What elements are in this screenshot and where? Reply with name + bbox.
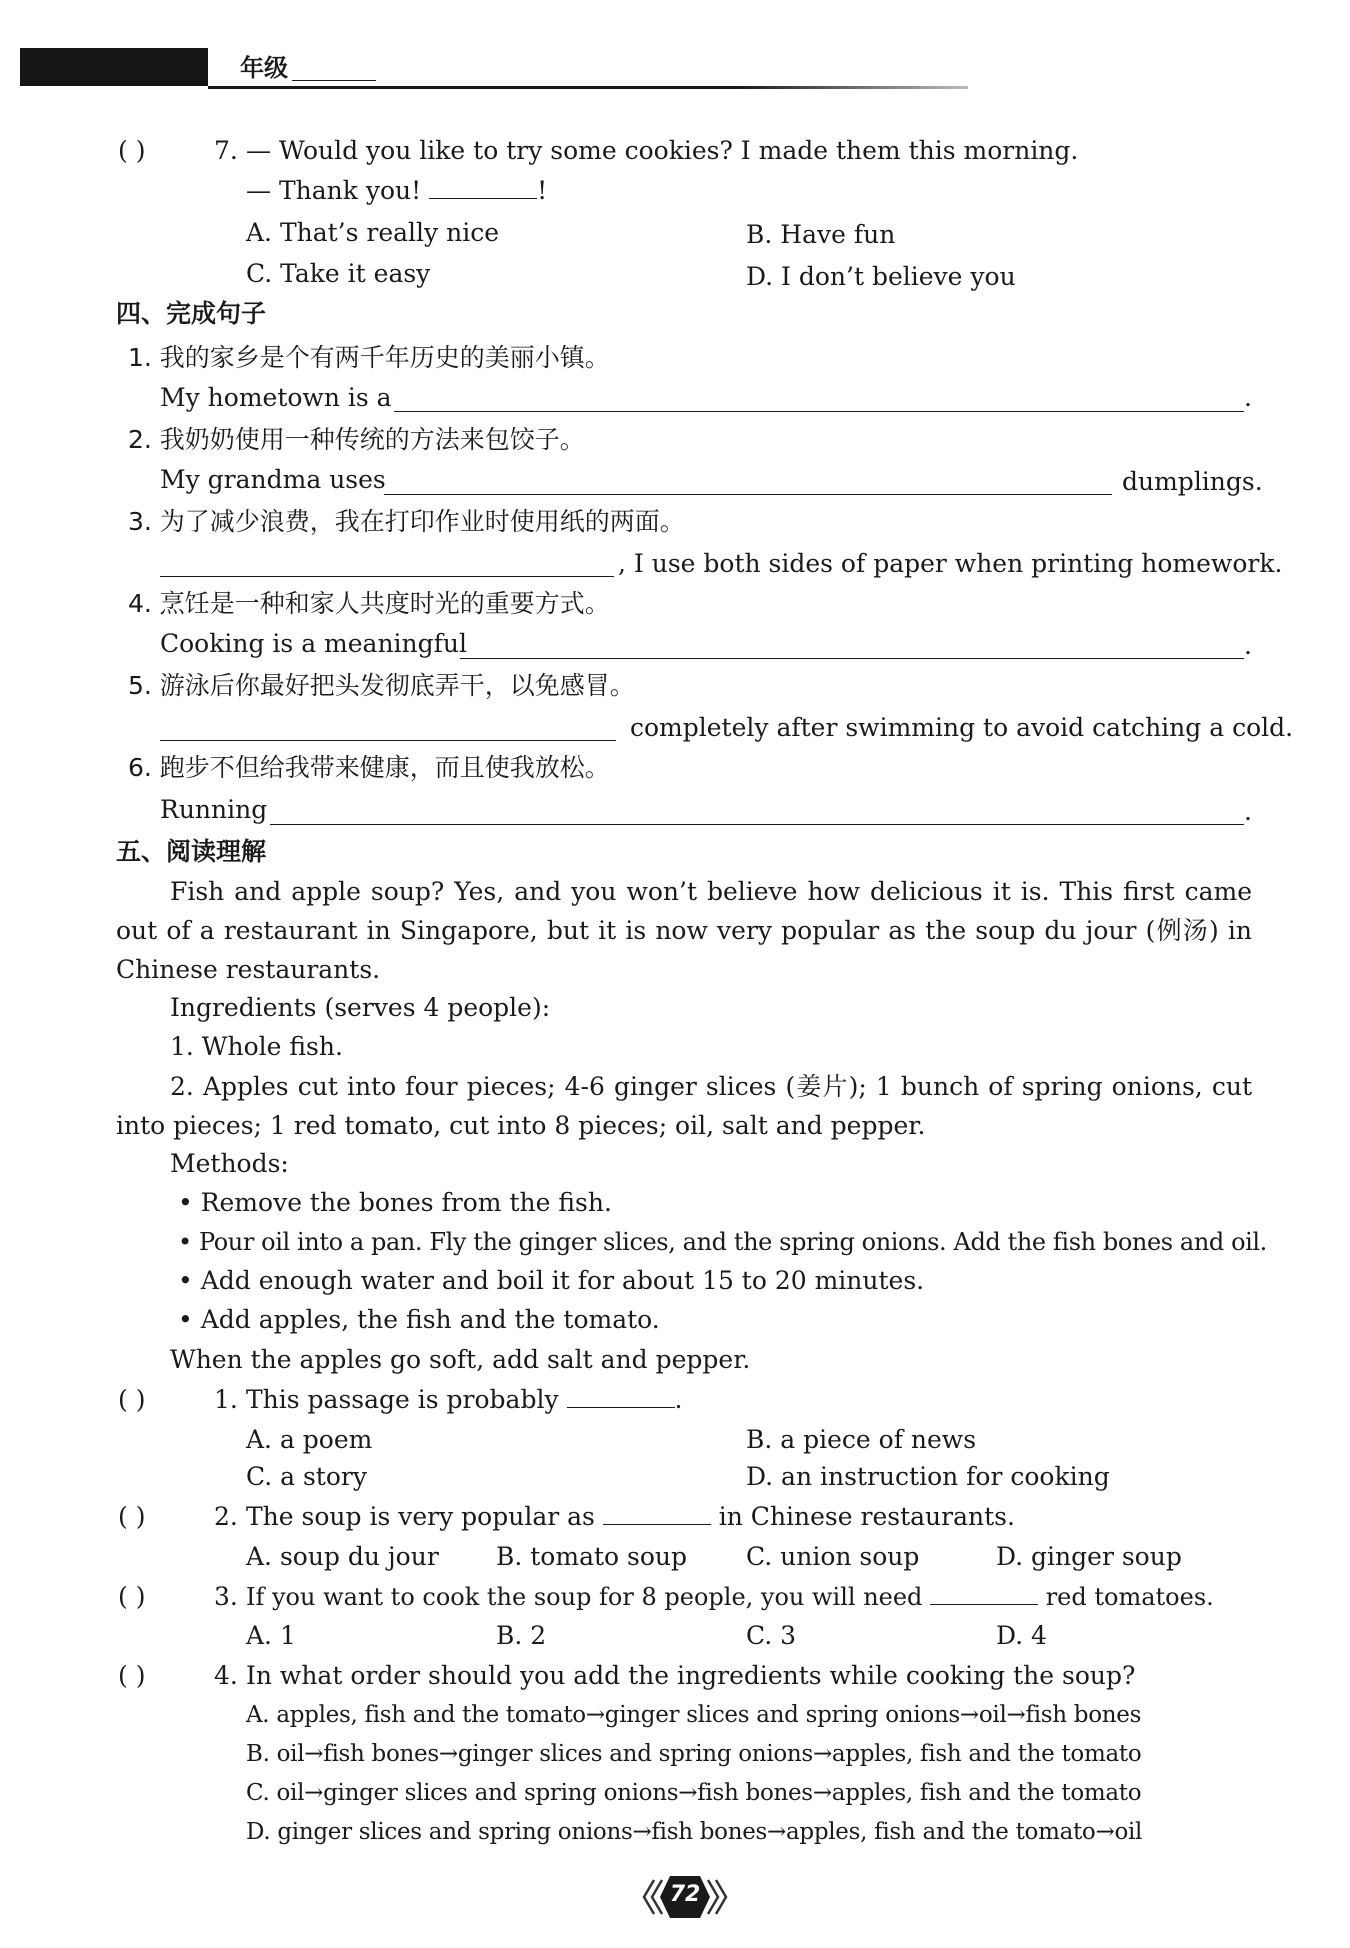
chinese-sentence: 5. 游泳后你最好把头发彻底弄干，以免感冒。: [128, 671, 635, 700]
method-step: • Add apples, the fish and the tomato.: [178, 1305, 660, 1334]
english-prompt: completely after swimming to avoid catching a cold.: [630, 713, 1294, 742]
question-line: — Would you like to try some cookies? I made them this morning.: [246, 136, 1079, 165]
option-d: D. I don’t believe you: [746, 262, 1016, 291]
question-number: 3.: [214, 1582, 238, 1611]
answer-bracket[interactable]: ( ): [118, 1385, 146, 1414]
option-b: B. a piece of news: [746, 1425, 977, 1454]
answer-blank[interactable]: [603, 1500, 711, 1525]
method-step: • Remove the bones from the fish.: [178, 1188, 612, 1217]
sentence-end: .: [1244, 797, 1252, 826]
method-step: • Add enough water and boil it for about 15 to 20 minutes.: [178, 1266, 925, 1295]
page-number: 72: [669, 1882, 701, 1907]
sentence-end: .: [1244, 631, 1252, 660]
answer-line[interactable]: [270, 823, 1244, 825]
option-a: A. 1: [246, 1621, 296, 1650]
methods-title: Methods:: [170, 1149, 289, 1178]
answer-line[interactable]: [460, 657, 1244, 659]
header-bar: [20, 48, 208, 86]
chinese-sentence: 1. 我的家乡是个有两千年历史的美丽小镇。: [128, 343, 610, 372]
method-step: • Pour oil into a pan. Fly the ginger slices, and the spring onions. Add the fish bones and oil.: [178, 1228, 1267, 1256]
section-title: 四、完成句子: [116, 299, 267, 328]
chinese-sentence: 4. 烹饪是一种和家人共度时光的重要方式。: [128, 589, 610, 618]
question-number: 2.: [214, 1502, 238, 1531]
option-a: A. a poem: [246, 1425, 373, 1454]
option-b: B. oil→fish bones→ginger slices and spring onions→apples, fish and the tomato: [246, 1741, 1142, 1767]
option-d: D. an instruction for cooking: [746, 1462, 1110, 1491]
english-prompt: Cooking is a meaningful: [160, 629, 468, 658]
passage-paragraph: Fish and apple soup? Yes, and you won’t believe how delicious it is. This first came out of a restaurant in Singapore, but it is now very popular as the soup du jour (例汤) in Chinese restaurants.: [116, 877, 1252, 984]
ingredient-item: 1. Whole fish.: [170, 1032, 343, 1061]
answer-line[interactable]: [394, 410, 1244, 412]
question-number: 7.: [214, 136, 238, 165]
option-d: D. 4: [996, 1621, 1047, 1650]
ingredients-title: Ingredients (serves 4 people):: [170, 993, 551, 1022]
option-b: B. tomato soup: [496, 1542, 688, 1571]
option-c: C. oil→ginger slices and spring onions→fish bones→apples, fish and the tomato: [246, 1780, 1142, 1806]
option-c: C. Take it easy: [246, 259, 431, 288]
option-c: C. union soup: [746, 1542, 920, 1571]
chinese-sentence: 2. 我奶奶使用一种传统的方法来包饺子。: [128, 425, 585, 454]
sentence-end: .: [1244, 383, 1252, 412]
passage-last-line: When the apples go soft, add salt and pepper.: [170, 1345, 751, 1374]
chinese-sentence: 6. 跑步不但给我带来健康，而且使我放松。: [128, 753, 610, 782]
option-a: A. apples, fish and the tomato→ginger slices and spring onions→oil→fish bones: [246, 1702, 1142, 1728]
answer-line[interactable]: [160, 575, 614, 577]
answer-blank[interactable]: [429, 174, 537, 199]
answer-bracket[interactable]: ( ): [118, 1502, 146, 1531]
page-number-badge: [640, 1872, 730, 1922]
chinese-sentence: 3. 为了减少浪费，我在打印作业时使用纸的两面。: [128, 507, 685, 536]
ingredient-item: 2. Apples cut into four pieces; 4-6 ginger slices (姜片); 1 bunch of spring onions, cut into pieces; 1 red tomato, cut into 8 pieces; oil, salt and pepper.: [116, 1072, 1252, 1140]
answer-bracket[interactable]: ( ): [118, 1582, 146, 1611]
answer-bracket[interactable]: ( ): [118, 1661, 146, 1690]
answer-line[interactable]: [384, 493, 1112, 495]
header-rule: [208, 86, 968, 89]
grade-label: 年级: [240, 54, 288, 82]
english-prompt: My grandma uses: [160, 465, 386, 494]
question-stem: The soup is very popular as in Chinese restaurants.: [246, 1502, 1015, 1531]
answer-line[interactable]: [160, 739, 616, 741]
question-line: — Thank you! !: [246, 176, 548, 205]
question-number: 4.: [214, 1661, 238, 1690]
english-prompt: Running: [160, 795, 268, 824]
section-title: 五、阅读理解: [116, 837, 267, 866]
answer-bracket[interactable]: ( ): [118, 136, 146, 165]
question-stem: In what order should you add the ingredients while cooking the soup?: [246, 1661, 1136, 1690]
option-b: B. 2: [496, 1621, 547, 1650]
option-a: A. soup du jour: [246, 1542, 439, 1571]
english-prompt: My hometown is a: [160, 383, 392, 412]
english-prompt: , I use both sides of paper when printing homework.: [618, 549, 1283, 578]
question-stem: This passage is probably .: [246, 1385, 683, 1414]
option-c: C. 3: [746, 1621, 797, 1650]
option-d: D. ginger soup: [996, 1542, 1182, 1571]
grade-blank: [292, 80, 376, 81]
answer-blank[interactable]: [930, 1580, 1038, 1605]
answer-blank[interactable]: [567, 1383, 675, 1408]
option-b: B. Have fun: [746, 220, 896, 249]
question-stem: If you want to cook the soup for 8 people, you will need red tomatoes.: [246, 1580, 1214, 1614]
option-d: D. ginger slices and spring onions→fish bones→apples, fish and the tomato→oil: [246, 1819, 1143, 1845]
option-a: A. That’s really nice: [246, 218, 500, 247]
option-c: C. a story: [246, 1462, 367, 1491]
question-number: 1.: [214, 1385, 238, 1414]
sentence-end: dumplings.: [1122, 467, 1263, 496]
